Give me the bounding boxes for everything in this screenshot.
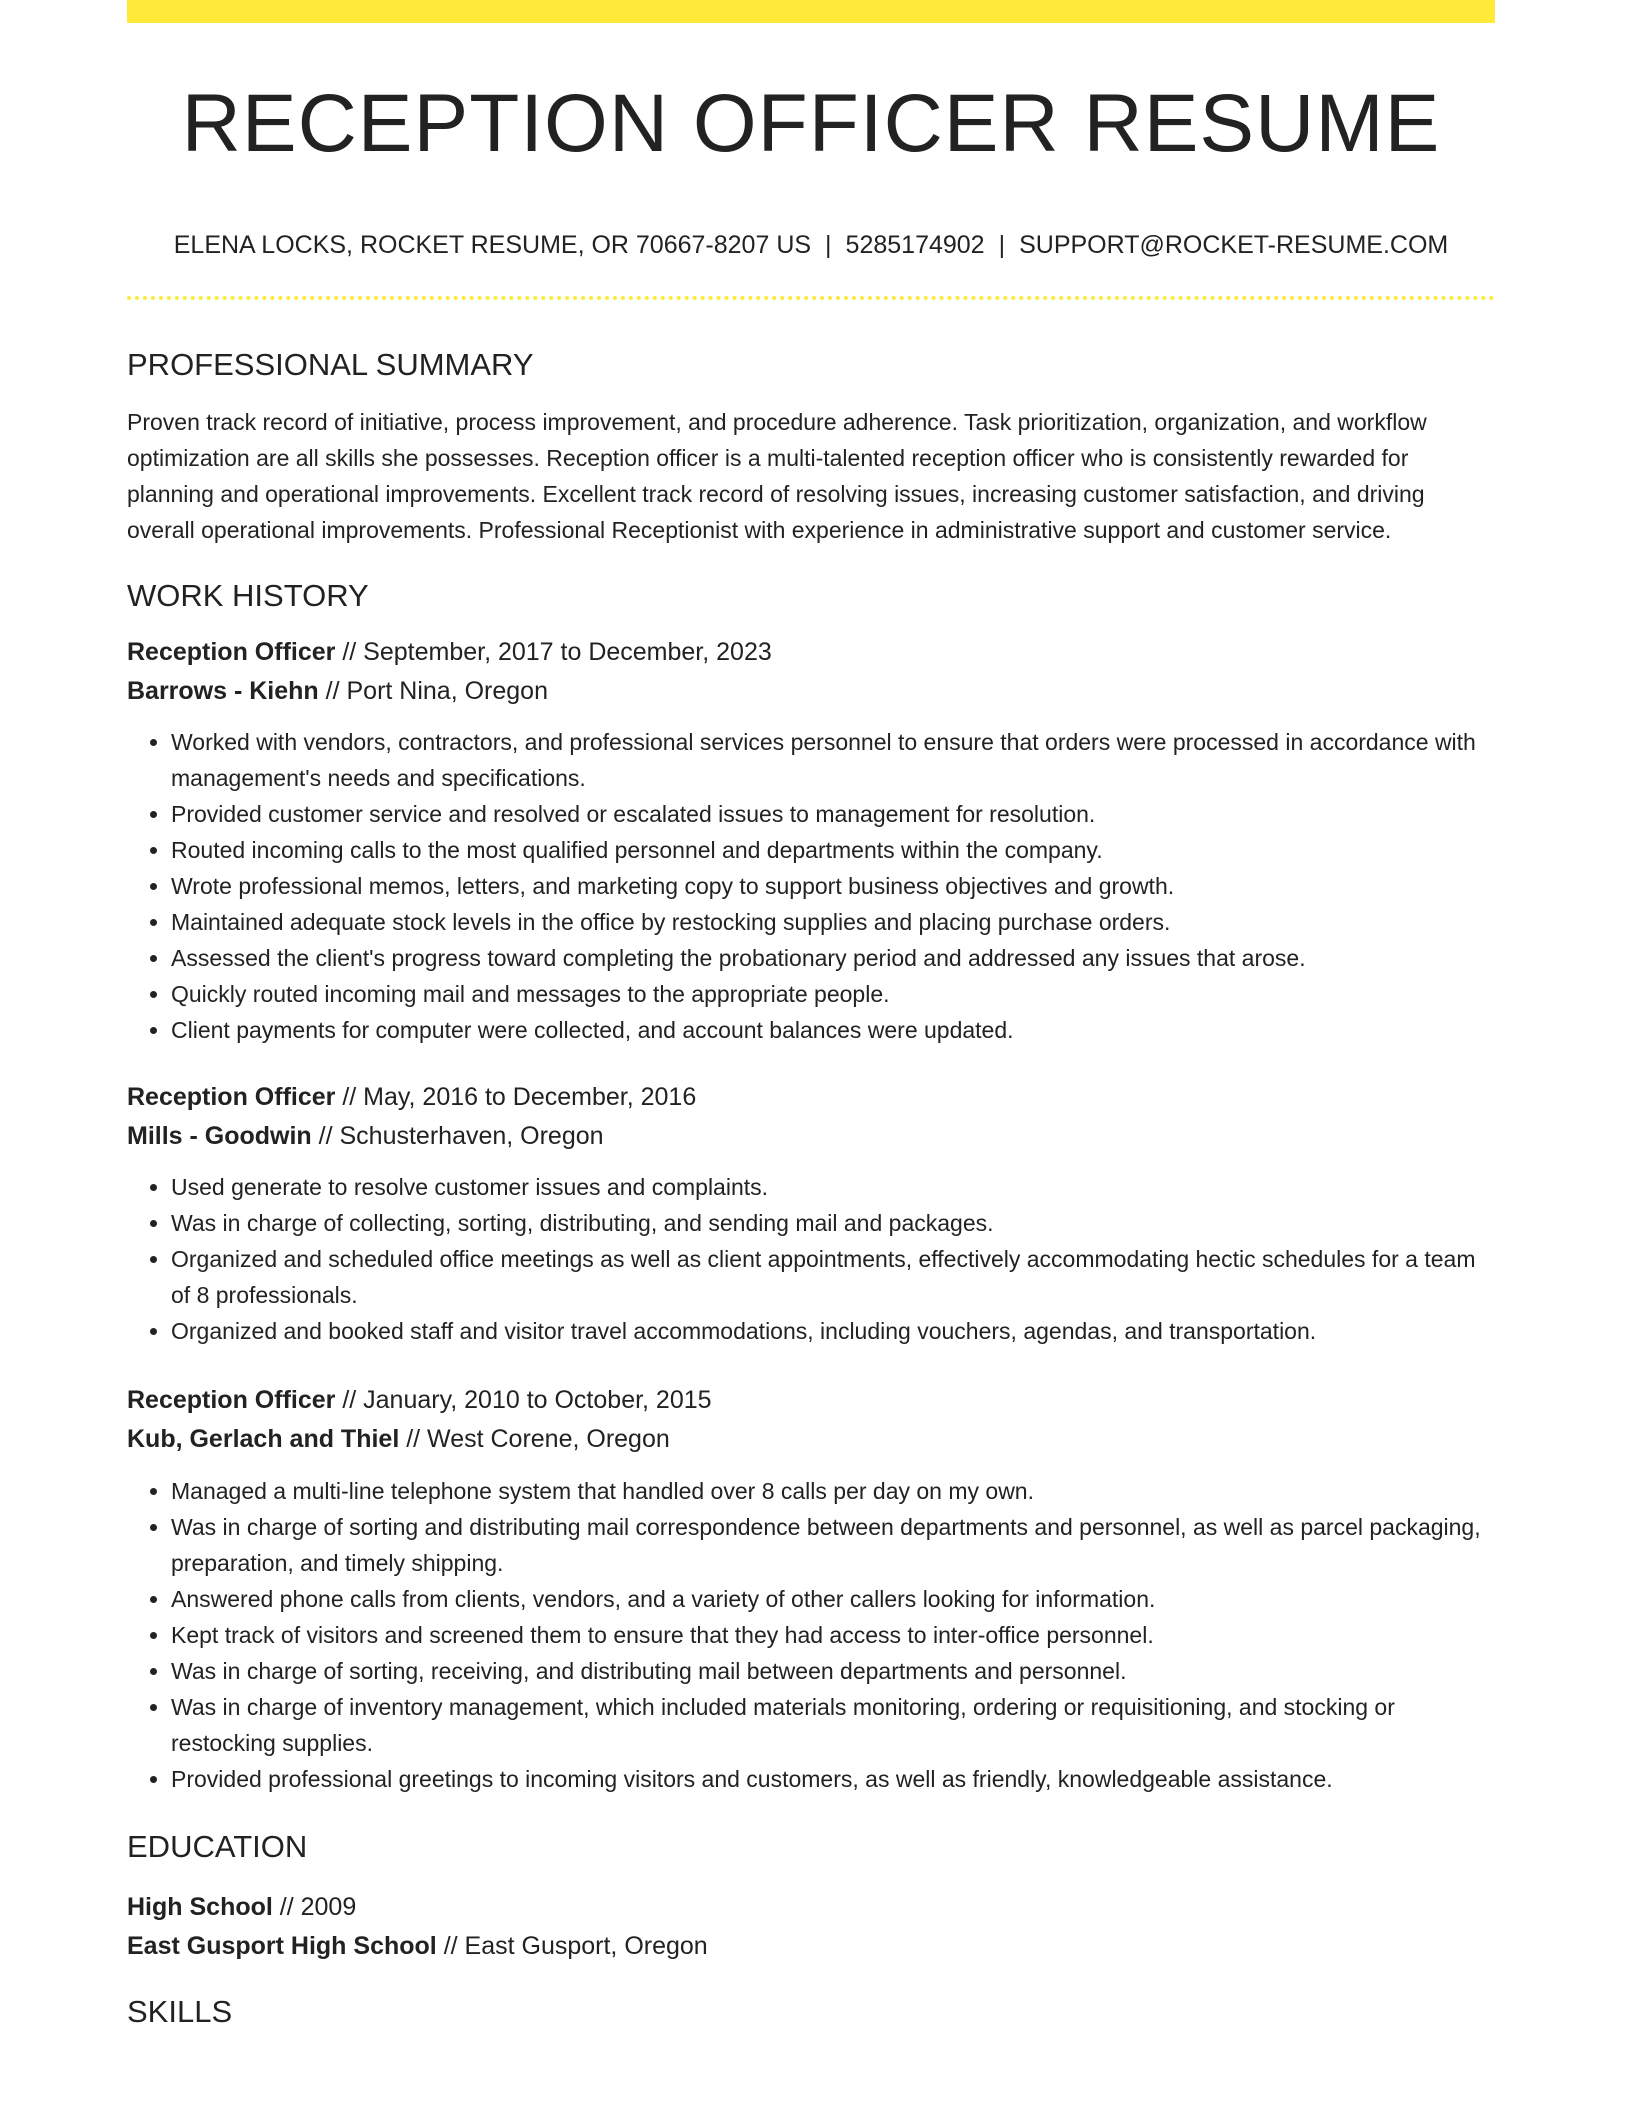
duty-item: • Used generate to resolve customer issues and complaints. bbox=[171, 1169, 1495, 1205]
education-entry bbox=[127, 1888, 1495, 1966]
job-company: Mills - Goodwin bbox=[127, 1122, 312, 1150]
contact-line bbox=[127, 233, 1495, 258]
job-company: Barrows - Kiehn bbox=[127, 677, 319, 705]
job-location: // Port Nina, Oregon bbox=[318, 677, 548, 705]
duty-item: • Quickly routed incoming mail and messages to the appropriate people. bbox=[171, 976, 1495, 1012]
duty-item: • Worked with vendors, contractors, and professional services personnel to ensure that orders were processed in accordance with management's needs and specifications. bbox=[171, 724, 1495, 796]
job-company-line bbox=[127, 672, 1495, 711]
contact-email: SUPPORT@ROCKET-RESUME.COM bbox=[1019, 231, 1449, 259]
duty-item: • Organized and scheduled office meetings as well as client appointments, effectively accommodating hectic schedules for a team of 8 professionals. bbox=[171, 1241, 1495, 1313]
duty-item: • Was in charge of sorting, receiving, and distributing mail between departments and personnel. bbox=[171, 1653, 1495, 1689]
job-title-line bbox=[127, 633, 1495, 672]
education-degree: High School bbox=[127, 1893, 273, 1921]
duty-item: • Wrote professional memos, letters, and marketing copy to support business objectives and growth. bbox=[171, 868, 1495, 904]
contact-separator: | bbox=[825, 231, 832, 259]
job-title: Reception Officer bbox=[127, 1386, 336, 1414]
resume-page bbox=[127, 0, 1495, 2027]
duty-item: • Was in charge of inventory management, which included materials monitoring, ordering or requisitioning, and stocking or restocking supplies. bbox=[171, 1689, 1495, 1761]
job-title-line bbox=[127, 1078, 1495, 1117]
job-title-line bbox=[127, 1381, 1495, 1420]
accent-top-bar bbox=[127, 0, 1495, 23]
duty-item: • Organized and booked staff and visitor travel accommodations, including vouchers, agendas, and transportation. bbox=[171, 1313, 1495, 1349]
contact-address: ELENA LOCKS, ROCKET RESUME, OR 70667-8207 US bbox=[173, 231, 812, 259]
contact-separator: | bbox=[998, 231, 1006, 259]
skills-heading: SKILLS bbox=[127, 1994, 233, 2029]
job-dates: // January, 2010 to October, 2015 bbox=[335, 1386, 712, 1414]
job-dates: // May, 2016 to December, 2016 bbox=[335, 1083, 697, 1111]
duty-item: • Provided professional greetings to incoming visitors and customers, as well as friendly, knowledgeable assistance. bbox=[171, 1761, 1495, 1797]
duty-item: • Maintained adequate stock levels in the office by restocking supplies and placing purchase orders. bbox=[171, 904, 1495, 940]
document-title: RECEPTION OFFICER RESUME bbox=[181, 78, 1441, 169]
summary-heading: PROFESSIONAL SUMMARY bbox=[127, 347, 534, 382]
duty-item: • Kept track of visitors and screened them to ensure that they had access to inter-office personnel. bbox=[171, 1617, 1495, 1653]
job-company-line bbox=[127, 1420, 1495, 1459]
duty-item: • Was in charge of collecting, sorting, distributing, and sending mail and packages. bbox=[171, 1205, 1495, 1241]
education-year: // 2009 bbox=[272, 1893, 357, 1921]
contact-phone: 5285174902 bbox=[845, 231, 985, 259]
job-duties bbox=[127, 1169, 1495, 1349]
job-duties bbox=[127, 1473, 1495, 1797]
job-dates: // September, 2017 to December, 2023 bbox=[335, 638, 772, 666]
education-location: // East Gusport, Oregon bbox=[436, 1932, 708, 1960]
job-location: // West Corene, Oregon bbox=[399, 1425, 670, 1453]
education-heading: EDUCATION bbox=[127, 1829, 308, 1864]
duty-item: • Answered phone calls from clients, vendors, and a variety of other callers looking for information. bbox=[171, 1581, 1495, 1617]
summary-text: Proven track record of initiative, process improvement, and procedure adherence. Task prioritization, organization, and workflow optimization are all skills she possesses. Reception officer is a multi-talented reception officer who is consistently rewarded for planning and operational improvements. Excellent track record of resolving issues, increasing customer satisfaction, and driving overall operational improvements. Professional Receptionist with experience in administrative support and customer service. bbox=[127, 409, 1427, 543]
job-company-line bbox=[127, 1117, 1495, 1156]
duty-item: • Managed a multi-line telephone system that handled over 8 calls per day on my own. bbox=[171, 1473, 1495, 1509]
job-entry bbox=[127, 1381, 1495, 1797]
job-company: Kub, Gerlach and Thiel bbox=[127, 1425, 400, 1453]
work-history-heading: WORK HISTORY bbox=[127, 578, 369, 613]
job-entry bbox=[127, 1078, 1495, 1349]
job-duties bbox=[127, 724, 1495, 1048]
dotted-divider bbox=[127, 296, 1495, 300]
duty-item: • Was in charge of sorting and distributing mail correspondence between departments and personnel, as well as parcel packaging, preparation, and timely shipping. bbox=[171, 1509, 1495, 1581]
education-school-line bbox=[127, 1927, 1495, 1966]
duty-item: • Assessed the client's progress toward completing the probationary period and addressed any issues that arose. bbox=[171, 940, 1495, 976]
duty-item: • Provided customer service and resolved or escalated issues to management for resolution. bbox=[171, 796, 1495, 832]
job-location: // Schusterhaven, Oregon bbox=[311, 1122, 604, 1150]
job-title: Reception Officer bbox=[127, 1083, 336, 1111]
job-entry bbox=[127, 633, 1495, 1048]
education-school: East Gusport High School bbox=[127, 1932, 437, 1960]
education-degree-line bbox=[127, 1888, 1495, 1927]
duty-item: • Client payments for computer were collected, and account balances were updated. bbox=[171, 1012, 1495, 1048]
job-title: Reception Officer bbox=[127, 638, 336, 666]
duty-item: • Routed incoming calls to the most qualified personnel and departments within the company. bbox=[171, 832, 1495, 868]
